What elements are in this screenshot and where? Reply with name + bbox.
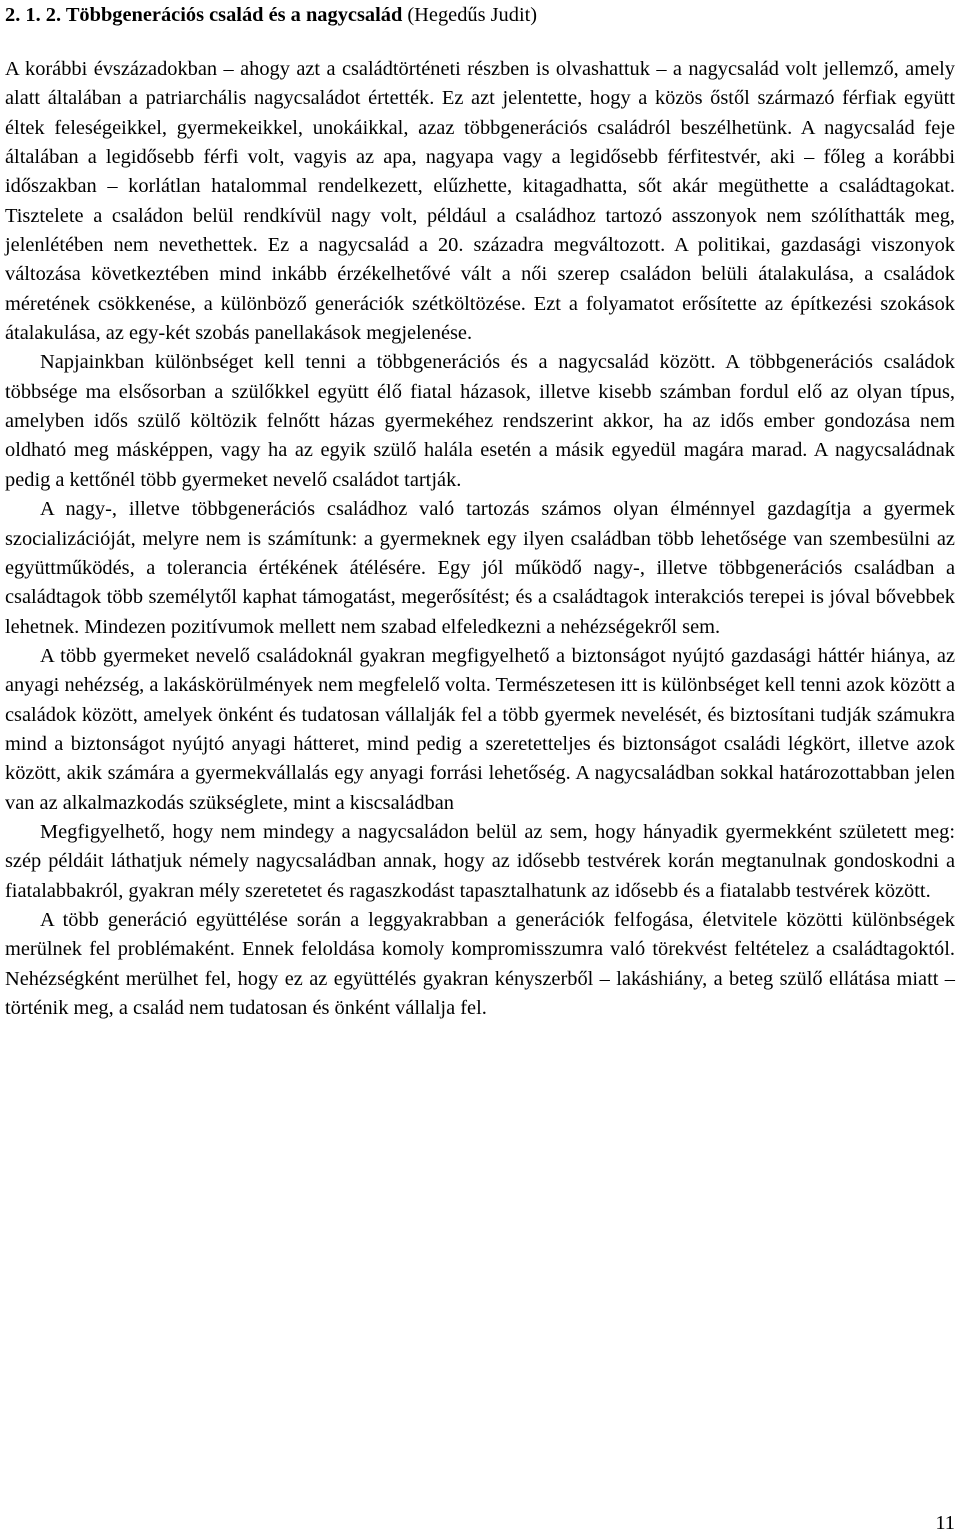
page-number: 11 [935,1512,955,1534]
paragraph-3: A nagy-, illetve többgenerációs családhoz való tartozás számos olyan élménnyel gazdagítja a gyermek szocializációját, melyre nem is számítunk: a gyermeknek egy ilyen családban több lehetősége van szembesülni az együttműködés, a tolerancia értékének átélésére. Egy jól működő nagy-, illetve többgenerációs családban a családtagok több személytől kaphat támogatást, megerősítést; és a családtagok interakciós terepei is jóval bővebbek lehetnek. Mindezen pozitívumok mellett nem szabad elfeledkezni a nehézségekről sem. [5,498,955,638]
paragraph-1: A korábbi évszázadokban – ahogy azt a családtörténeti részben is olvashattuk – a nagycsalád volt jellemző, amely alatt általában a patriarchális nagycsaládot értették. Ez azt jelentette, hogy a közös őstől származó férfiak együtt éltek feleségeikkel, gyermekeikkel, unokáikkal, azaz többgenerációs családról beszélhetünk. A nagycsalád feje általában a legidősebb férfi volt, vagyis az apa, nagyapa vagy a legidősebb férfitestvér, aki – főleg a korábbi időszakban – korlátlan hatalommal rendelkezett, elűzhette, kitagadhatta, sőt akár megüthette a családtagokat. Tisztelete a családon belül rendkívül nagy volt, például a családhoz tartozó asszonyok nem szólíthatták meg, jelenlétében nem nevethettek. Ez a nagycsalád a 20. századra megváltozott. A politikai, gazdasági viszonyok változása következtében mind inkább érzékelhetővé vált a női szerep családon belüli átalakulása, a családok méretének csökkenése, a különböző generációk szétköltözése. Ezt a folyamatot erősítette az építkezési szokások átalakulása, az egy-két szobás panellakások megjelenése. [5,58,955,345]
section-author: (Hegedűs Judit) [407,4,538,26]
section-title: Többgenerációs család és a nagycsalád [65,4,403,26]
section-heading [5,0,955,29]
paragraph-2: Napjainkban különbséget kell tenni a többgenerációs és a nagycsalád között. A többgenerációs családok többsége ma elsősorban a szülőkkel együtt élő fiatal házasok, illetve kisebb számban fordul elő az olyan típus, amelyben idős szülő költözik felnőtt házas gyermekéhez rendszerint akkor, ha az idős ember gondozása nem oldható meg másképpen, vagy ha az egyik szülő halála esetén a másik egyedül magára marad. A nagycsaládnak pedig a kettőnél több gyermeket nevelő családot tartják. [5,351,955,491]
paragraph-6: A több generáció együttélése során a leggyakrabban a generációk felfogása, életvitele közötti különbségek merülnek fel problémaként. Ennek feloldása komoly kompromisszumra való törekvést feltételez a családtagoktól. Nehézségként merülhet fel, hogy ez az együttélés gyakran kényszerből – lakáshiány, a beteg szülő ellátása miatt – történik meg, a család nem tudatosan és önként vállalja fel. [5,908,955,1019]
document-page [5,0,955,1023]
paragraph-4: A több gyermeket nevelő családoknál gyakran megfigyelhető a biztonságot nyújtó gazdasági háttér hiánya, az anyagi nehézség, a lakáskörülmények nem megfelelő volta. Természetesen itt is különbséget kell tenni azok között a családok között, amelyek önként és tudatosan vállalják fel a több gyermek nevelését, és biztosítani tudják számukra mind a biztonságot nyújtó anyagi hátteret, mind pedig a szeretetteljes és biztonságot családi légkört, illetve azok között, akik számára a gyermekvállalás egy anyagi forrási lehetőség. A nagycsaládban sokkal határozottabban jelen van az alkalmazkodás szükséglete, mint a kiscsaládban [5,644,956,814]
section-number: 2. 1. 2. [5,4,62,26]
paragraph-5: Megfigyelhető, hogy nem mindegy a nagycsaládon belül az sem, hogy hányadik gyermekként született meg: szép példáit láthatjuk némely nagycsaládban annak, hogy az idősebb testvérek korán megtanulnak gondoskodni a fiatalabbakról, gyakran mély szeretetet és ragaszkodást tapasztalhatunk az idősebb és a fiatalabb testvérek között. [5,820,955,902]
